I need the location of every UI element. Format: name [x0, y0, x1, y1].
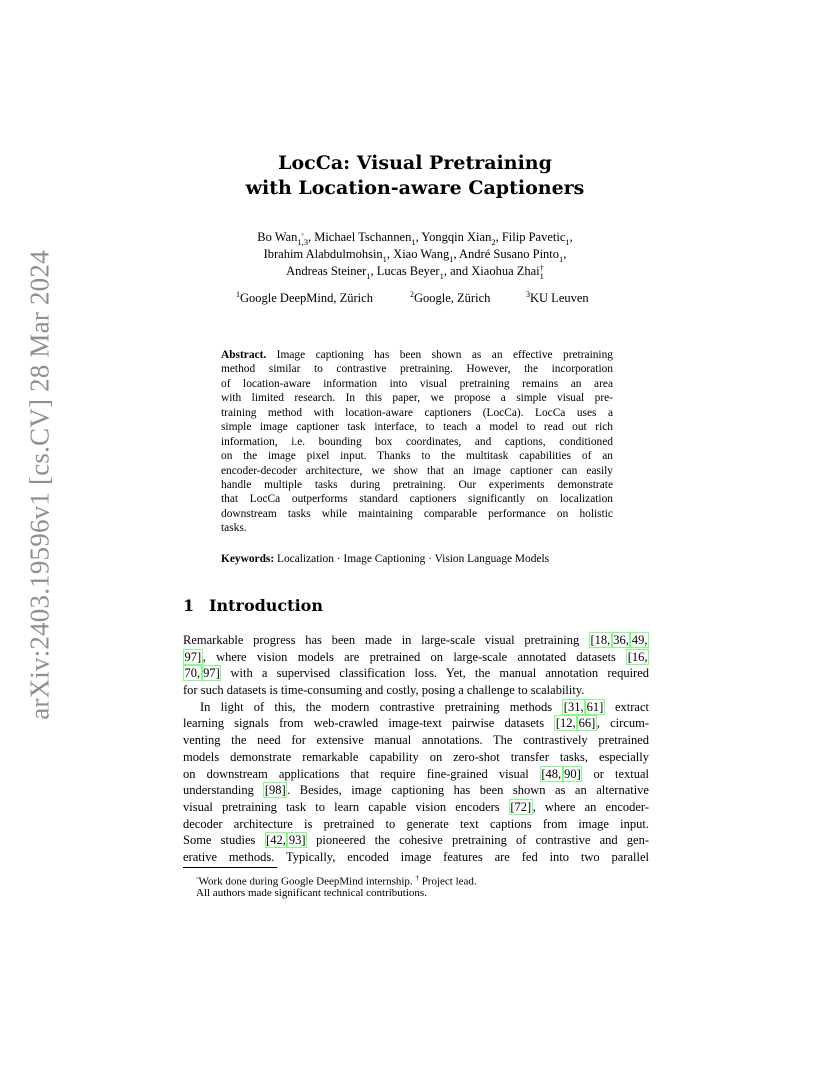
citation-link[interactable]: 49,	[631, 633, 648, 647]
paper-title-line1: LocCa: Visual Pretraining	[278, 152, 552, 174]
footnote-rule	[183, 867, 277, 868]
citation-link[interactable]: 70,	[184, 666, 201, 681]
author-line	[170, 263, 660, 280]
author-name: Lucas Beyer	[376, 264, 440, 279]
author-sub: 1	[382, 254, 387, 265]
citation-link[interactable]: 61]	[586, 699, 604, 714]
author-sub: 1	[449, 254, 454, 265]
body-line	[183, 665, 649, 682]
abstract-line: downstream tasks while maintaining comparable performance on holistic	[221, 507, 613, 520]
author	[471, 263, 544, 282]
abstract-line: tasks.	[221, 522, 247, 535]
author-affiliation-markers	[297, 230, 308, 246]
body-text-segment: Remarkable progress has been made in large-scale visual pretraining	[183, 633, 589, 647]
body-line	[183, 816, 649, 833]
author-name: Andreas Steiner	[286, 264, 367, 279]
abstract	[221, 348, 613, 536]
citation-link[interactable]: [72]	[510, 799, 532, 814]
body-text-segment: erative methods. Typically, encoded image features are fed into two parallel	[183, 849, 649, 864]
body-line	[183, 832, 649, 849]
author	[257, 229, 315, 248]
abstract-line: method similar to contrastive pretraining. However, the incorporation	[221, 363, 613, 376]
citation-link[interactable]: 93]	[288, 833, 306, 848]
body-text-segment: understanding	[183, 783, 264, 798]
arxiv-id: arXiv:2403.19596v1 [cs.CV] 28 Mar 2024	[24, 250, 55, 720]
author-name: Michael Tschannen	[314, 230, 412, 244]
body-text-segment: visual pretraining task to learn capable vision encoders	[183, 799, 509, 814]
body-line	[183, 766, 649, 783]
body-text-segment: venting the need for extensive manual annotations. The contrastively pretrained	[183, 733, 649, 748]
body-text-segment: pioneered the cohesive pretraining of contrastive and gen-	[307, 833, 649, 848]
author	[314, 230, 422, 248]
body-text-segment: , where vision models are pretrained on large-scale annotated datasets	[202, 649, 627, 664]
footnote-1: ◦Work done during Google DeepMind internship. † Project lead.	[196, 874, 477, 888]
section-number: 1	[183, 596, 195, 615]
author-sup: ◦	[301, 229, 305, 240]
citation-link[interactable]: 36,	[613, 633, 629, 647]
body-text-segment: for such datasets is time-consuming and costly, posing a challenge to scalability.	[183, 683, 585, 698]
footnote-marker: ◦	[196, 874, 199, 882]
author-separator: ,	[453, 247, 460, 262]
citation-link[interactable]: 97]	[184, 649, 202, 664]
author-affiliation-markers	[540, 264, 544, 280]
author-line	[170, 229, 660, 246]
author-name: André Susano Pinto	[459, 247, 560, 262]
affiliation-number: 2	[410, 290, 414, 299]
body-text-segment: In light of this, the modern contrastive pretraining methods	[200, 699, 563, 714]
section-title: Introduction	[209, 596, 323, 615]
citation-link[interactable]: 90]	[564, 766, 581, 781]
body-line	[183, 632, 649, 649]
affiliation-2	[410, 290, 490, 306]
author-sub: 1	[565, 237, 570, 248]
author-name: Bo Wan	[257, 230, 298, 244]
author	[393, 247, 460, 265]
author-line	[170, 246, 660, 263]
body-line	[183, 799, 649, 816]
body-text-segment: or textual	[582, 766, 649, 781]
author-separator: ,	[569, 230, 573, 244]
author	[286, 264, 377, 282]
author-separator: , and	[443, 264, 472, 279]
citation-link[interactable]: [18,	[590, 633, 611, 647]
body-text-segment: , where an encoder-	[532, 799, 649, 814]
body-line	[183, 749, 649, 766]
keywords	[221, 553, 621, 565]
body-text-segment: on downstream applications that require fine-grained visual	[183, 766, 540, 781]
abstract-line: information, i.e. bounding box coordinates, and captions, conditioned	[221, 435, 613, 448]
author-name: Yongqin Xian	[421, 230, 492, 244]
author-sub: 1	[439, 271, 444, 282]
introduction-body	[183, 632, 649, 866]
body-line	[183, 732, 649, 749]
abstract-line: handle multiple tasks during pretraining. Our experiments demonstrate	[221, 478, 613, 491]
author-separator: ,	[386, 247, 394, 262]
abstract-line: training method with location-aware captioners (LocCa). LocCa uses a	[221, 406, 613, 419]
citation-link[interactable]: [98]	[264, 783, 286, 798]
affiliation-text: Google DeepMind, Zürich	[240, 291, 373, 306]
author-name: Filip Pavetic	[501, 230, 566, 244]
citation-link[interactable]: [31,	[563, 699, 584, 714]
affiliation-number: 3	[526, 290, 530, 299]
footnote-marker: †	[415, 874, 419, 882]
author	[376, 264, 472, 282]
author-sub: 1	[366, 271, 371, 282]
author-sub: 1	[559, 254, 564, 265]
body-text-segment: models demonstrate remarkable capability on zero-shot transfer tasks, especially	[183, 749, 649, 764]
body-text-segment: . Besides, image captioning has been shown as an alternative	[287, 783, 649, 798]
body-line	[183, 715, 649, 732]
body-text-segment: Some studies	[183, 833, 265, 848]
body-line	[183, 682, 649, 699]
citation-link[interactable]: [16,	[627, 649, 648, 664]
abstract-line: Abstract. Image captioning has been shown as an effective pretraining	[221, 349, 613, 361]
author-separator: ,	[415, 230, 422, 244]
citation-link[interactable]: 97]	[203, 666, 220, 681]
citation-link[interactable]: [42,	[266, 833, 286, 848]
section-heading	[183, 596, 323, 615]
author-separator: ,	[495, 230, 502, 244]
citation-link[interactable]: [48,	[541, 766, 562, 781]
abstract-line: of location-aware information into visual pretraining remains an area	[221, 377, 613, 390]
body-line	[183, 649, 649, 666]
citation-link[interactable]: 66]	[578, 716, 596, 731]
arxiv-stamp	[20, 250, 60, 720]
author	[459, 247, 567, 265]
affiliation-1	[236, 290, 373, 306]
author-name: Xiao Wang	[393, 247, 450, 262]
affiliation-3	[526, 290, 589, 306]
body-line	[183, 782, 649, 799]
abstract-line: that LocCa outperforms standard captioners significantly on localization	[221, 493, 613, 506]
affiliation-text: KU Leuven	[530, 291, 589, 306]
body-line	[183, 849, 649, 866]
paper-title-line2: with Location-aware Captioners	[245, 177, 585, 199]
author-sub: 1	[539, 271, 544, 282]
abstract-line: on the image pixel input. Thanks to the multitask capabilities of an	[221, 450, 613, 463]
abstract-line: with limited research. In this paper, we propose a simple visual pre-	[221, 392, 613, 405]
author-sup: †	[539, 263, 544, 274]
citation-link[interactable]: [12,	[555, 716, 576, 731]
author-list	[170, 229, 660, 280]
abstract-line: encoder-decoder architecture, we show that an image captioner can easily	[221, 464, 613, 477]
affiliation-number: 1	[236, 290, 240, 299]
author-sub: 1	[411, 237, 416, 248]
author-separator: ,	[307, 230, 315, 244]
author-name: Ibrahim Alabdulmohsin	[263, 247, 383, 262]
body-text-segment: learning signals from web-crawled image-text pairwise datasets	[183, 716, 555, 731]
footnote-2: All authors made significant technical contributions.	[196, 887, 427, 899]
abstract-line: simple image captioner task interface, to teach a model to read out rich	[221, 421, 613, 434]
author	[263, 247, 394, 265]
body-line	[183, 699, 649, 716]
author-separator: ,	[563, 247, 567, 262]
body-text-segment: extract	[604, 699, 649, 714]
keywords-label: Keywords:	[221, 553, 275, 565]
body-text-segment: , circum-	[596, 716, 649, 731]
author-separator: ,	[370, 264, 377, 279]
affiliation-text: Google, Zürich	[414, 291, 491, 306]
author	[501, 230, 573, 248]
author-sub: 1,3	[297, 237, 308, 248]
author-sub: 2	[491, 237, 496, 248]
author	[421, 230, 502, 248]
body-text-segment: decoder architecture is pretrained to generate text captions from image input.	[183, 816, 649, 831]
author-name: Xiaohua Zhai	[471, 264, 540, 279]
abstract-label: Abstract.	[221, 349, 267, 361]
keywords-text: Localization · Image Captioning · Vision Language Models	[274, 553, 550, 565]
body-text-segment: with a supervised classification loss. Yet, the manual annotation required	[221, 666, 649, 681]
